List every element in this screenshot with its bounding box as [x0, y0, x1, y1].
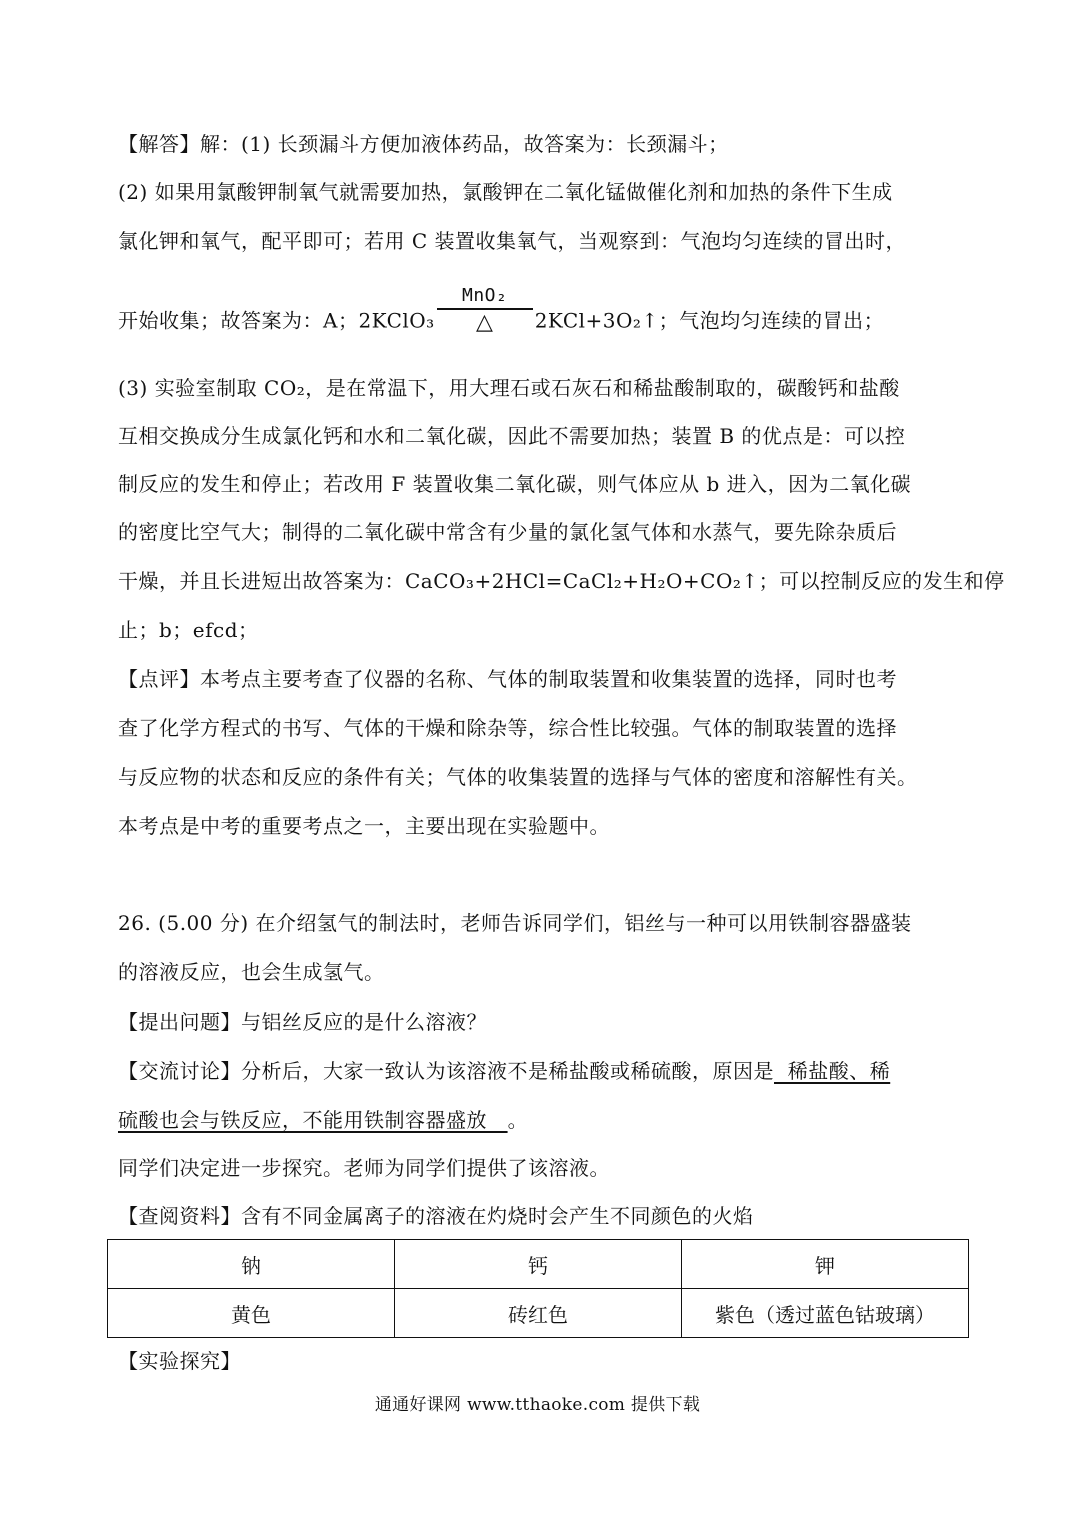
answer-line-3: 氯化钾和氧气，配平即可；若用 C 装置收集氧气，当观察到：气泡均匀连续的冒出时， — [118, 229, 907, 253]
comment-line-1: 【点评】本考点主要考查了仪器的名称、气体的制取装置和收集装置的选择，同时也考 — [118, 667, 897, 691]
table-cell: 砖红色 — [395, 1289, 682, 1338]
flame-color-table — [107, 1239, 969, 1338]
question-26-line-2: 的溶液反应，也会生成氢气。 — [118, 960, 385, 984]
question-26-line-5 — [118, 1105, 963, 1135]
question-26-line-6: 同学们决定进一步探究。老师为同学们提供了该溶液。 — [118, 1156, 610, 1180]
question-26-line-8: 【实验探究】 — [118, 1349, 241, 1373]
catalyst-label: MnO₂ — [462, 285, 508, 306]
question-26-line-3: 【提出问题】与铝丝反应的是什么溶液？ — [118, 1010, 487, 1034]
table-cell: 紫色（透过蓝色钴玻璃） — [682, 1289, 969, 1338]
table-cell: 黄色 — [108, 1289, 395, 1338]
comment-line-4: 本考点是中考的重要考点之一，主要出现在实验题中。 — [118, 814, 610, 838]
answer-line-8: 的密度比空气大；制得的二氧化碳中常含有少量的氯化氢气体和水蒸气，要先除杂质后 — [118, 520, 897, 544]
answer-line-10: 止；b；efcd； — [118, 618, 259, 642]
discussion-answer-part-1: 稀盐酸、稀 — [774, 1059, 891, 1083]
discussion-answer-part-2: 硫酸也会与铁反应，不能用铁制容器盛放 — [118, 1108, 508, 1132]
equation-reactants: 开始收集；故答案为：A；2KClO₃ — [118, 308, 435, 333]
table-header-row — [108, 1240, 969, 1289]
table-header-cell: 钾 — [682, 1240, 969, 1289]
answer-line-6: 互相交换成分生成氯化钙和水和二氧化碳，因此不需要加热；装置 B 的优点是：可以控 — [118, 424, 906, 448]
comment-line-2: 查了化学方程式的书写、气体的干燥和除杂等，综合性比较强。气体的制取装置的选择 — [118, 716, 897, 740]
comment-line-3: 与反应物的状态和反应的条件有关；气体的收集装置的选择与气体的密度和溶解性有关。 — [118, 765, 918, 789]
question-26-line-1: 26. (5.00 分) 在介绍氢气的制法时，老师告诉同学们，铝丝与一种可以用铁制容器盛装 — [118, 911, 912, 935]
answer-line-1: 【解答】解：(1) 长颈漏斗方便加液体药品，故答案为：长颈漏斗； — [118, 132, 729, 156]
reaction-condition — [437, 286, 533, 334]
discussion-period: 。 — [507, 1108, 529, 1132]
answer-line-9: 干燥，并且长进短出故答案为：CaCO₃+2HCl=CaCl₂+H₂O+CO₂↑；可以控制反应的发生和停 — [118, 569, 1005, 593]
question-26-line-4 — [118, 1056, 963, 1086]
question-26-line-7: 【查阅资料】含有不同金属离子的溶液在灼烧时会产生不同颜色的火焰 — [118, 1204, 754, 1228]
discussion-prompt: 【交流讨论】分析后，大家一致认为该溶液不是稀盐酸或稀硫酸，原因是 — [118, 1059, 774, 1083]
table-header-cell: 钙 — [395, 1240, 682, 1289]
table-row — [108, 1289, 969, 1338]
page-footer: 通通好课网 www.tthaoke.com 提供下载 — [374, 1395, 701, 1415]
answer-line-7: 制反应的发生和停止；若改用 F 装置收集二氧化碳，则气体应从 b 进入，因为二氧化碳 — [118, 472, 912, 496]
answer-line-2: (2) 如果用氯酸钾制氧气就需要加热，氯酸钾在二氧化锰做催化剂和加热的条件下生成 — [118, 180, 893, 204]
answer-line-4-equation — [118, 285, 963, 346]
answer-line-5: (3) 实验室制取 CO₂，是在常温下，用大理石或石灰石和稀盐酸制取的，碳酸钙和盐酸 — [118, 376, 900, 400]
heat-symbol: △ — [475, 310, 494, 335]
equation-products: 2KCl+3O₂↑；气泡均匀连续的冒出； — [534, 308, 885, 333]
table-header-cell: 钠 — [108, 1240, 395, 1289]
